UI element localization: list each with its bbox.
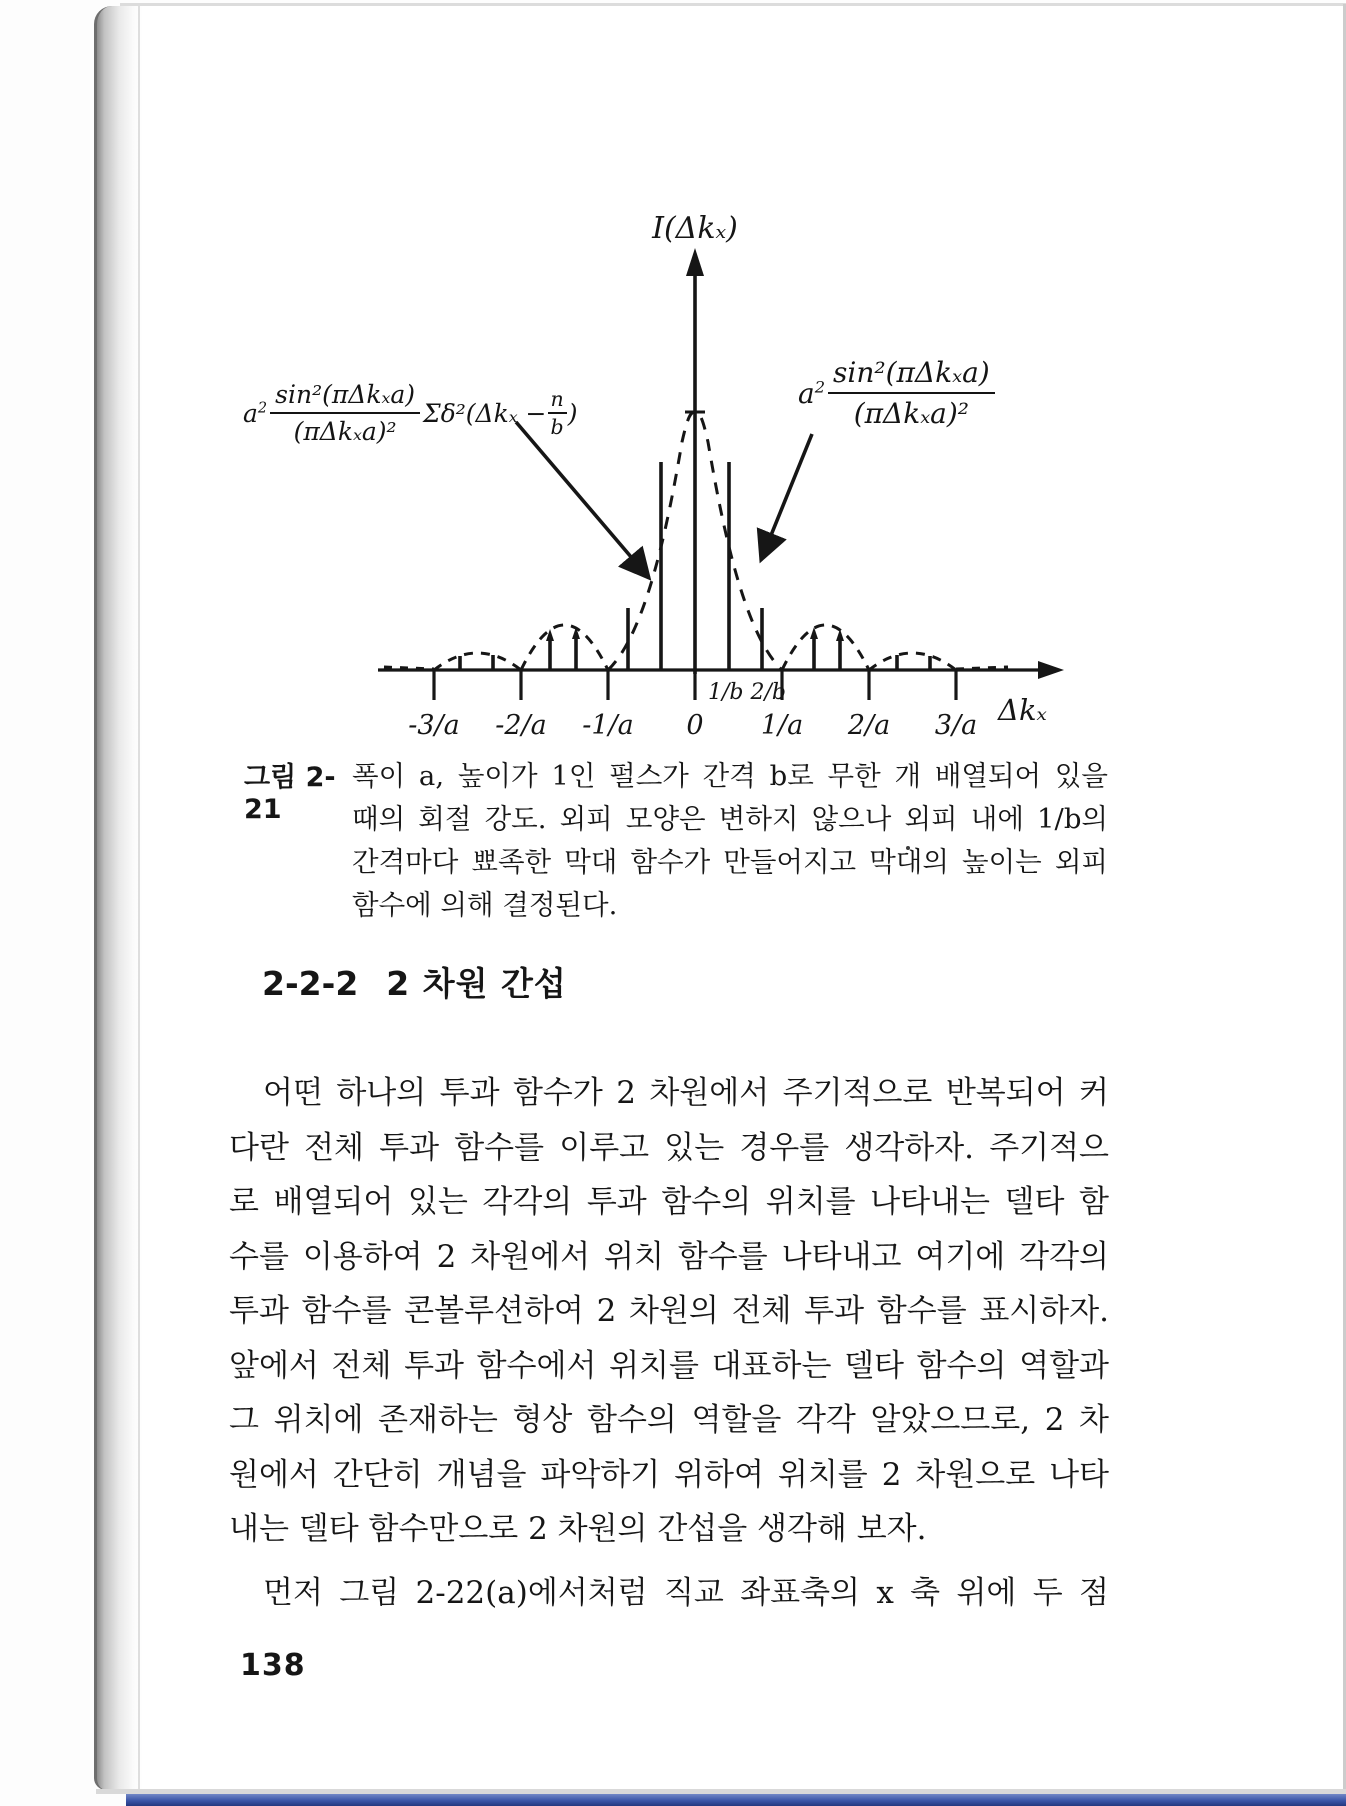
body-line: 수를 이용하여 2 차원에서 위치 함수를 나타내고 여기에 각각의 <box>229 1238 1109 1275</box>
x-axis-ticks <box>434 670 956 700</box>
page-gutter-line <box>138 6 140 1790</box>
body-line: 원에서 간단히 개념을 파악하기 위하여 위치를 2 차원으로 나타 <box>229 1456 1109 1493</box>
svg-text:-2/a: -2/a <box>495 710 547 741</box>
figure-caption-text <box>352 755 1108 927</box>
y-axis-arrowhead <box>686 248 704 276</box>
formula-nb-fraction: $\frac{n}{b}$ <box>548 387 567 439</box>
body-line: 로 배열되어 있는 각각의 투과 함수의 위치를 나타내는 델타 함 <box>229 1184 1109 1220</box>
formula-coefficient: $a^2$ <box>243 398 268 428</box>
section-number: 2-2-2 <box>262 964 359 1003</box>
book-left-page-edge <box>94 6 143 1790</box>
caption-line: 함수에 의해 결정된다. <box>352 889 618 921</box>
inner-tick-labels: 1/b 2/b <box>708 680 786 705</box>
figure-2-21-plot <box>250 212 1110 757</box>
svg-text:1/a: 1/a <box>760 710 804 741</box>
page-top-edge <box>120 3 1346 6</box>
section-title: 2 차원 간섭 <box>386 964 567 1003</box>
x-axis-arrowhead <box>1038 661 1064 679</box>
formula-fraction: $\frac{\text{sin²(πΔkₓa)}}{\text{(πΔkₓa)²}}$ <box>270 380 420 446</box>
x-axis-label: Δkₓ <box>998 693 1047 727</box>
book-cover-bottom-edge <box>126 1794 1346 1806</box>
svg-text:3/a: 3/a <box>934 710 978 741</box>
body-line: 앞에서 전체 투과 함수에서 위치를 대표하는 델타 함수의 역할과 <box>229 1347 1109 1384</box>
body-line: 내는 델타 함수만으로 2 차원의 간섭을 생각해 보자. <box>229 1511 927 1547</box>
formula-fraction: $\frac{\text{sin²(πΔkₓa)}}{\text{(πΔkₓa)²}}$ <box>828 356 995 430</box>
y-axis-label: I(Δkₓ) <box>652 212 738 246</box>
body-line: 먼저 그림 2-22(a)에서처럼 직교 좌표축의 x 축 위에 두 점 <box>263 1574 1109 1611</box>
svg-text:2/a: 2/a <box>847 710 891 741</box>
x-tick-labels <box>408 710 977 741</box>
figure-caption-label: 그림 2-21 <box>244 762 336 825</box>
body-line: 다란 전체 투과 함수를 이루고 있는 경우를 생각하자. 주기적으 <box>229 1129 1109 1166</box>
formula-close-paren: ) <box>567 398 578 428</box>
caption-line: 폭이 a, 높이가 1인 펄스가 간격 b로 무한 개 배열되어 있을 <box>352 760 1108 792</box>
svg-text:0: 0 <box>686 710 704 741</box>
svg-text:-1/a: -1/a <box>582 710 634 741</box>
formula-envelope-times-deltas <box>243 380 577 446</box>
caption-line: 때의 회절 강도. 외피 모양은 변하지 않으나 외피 내에 1/b의 <box>352 803 1108 835</box>
caption-line: 간격마다 뾰족한 막대 함수가 만들어지고 막대의 높이는 외피 <box>352 846 1108 878</box>
body-line: 투과 함수를 콘볼루션하여 2 차원의 전체 투과 함수를 표시하자. <box>229 1293 1109 1329</box>
body-text <box>229 1066 1109 1620</box>
page-number: 138 <box>240 1648 306 1683</box>
body-line: 어떤 하나의 투과 함수가 2 차원에서 주기적으로 반복되어 커 <box>263 1075 1109 1111</box>
formula-envelope-only <box>798 356 998 430</box>
svg-text:-3/a: -3/a <box>408 710 460 741</box>
formula-coefficient: $a^2$ <box>798 376 826 410</box>
section-heading <box>262 958 567 1005</box>
body-line: 그 위치에 존재하는 형상 함수의 역할을 각각 알았으므로, 2 차 <box>229 1402 1109 1438</box>
leader-arrow-right-formula <box>761 434 812 560</box>
formula-delta-sum: Σδ²(Δkₓ − <box>423 398 547 428</box>
